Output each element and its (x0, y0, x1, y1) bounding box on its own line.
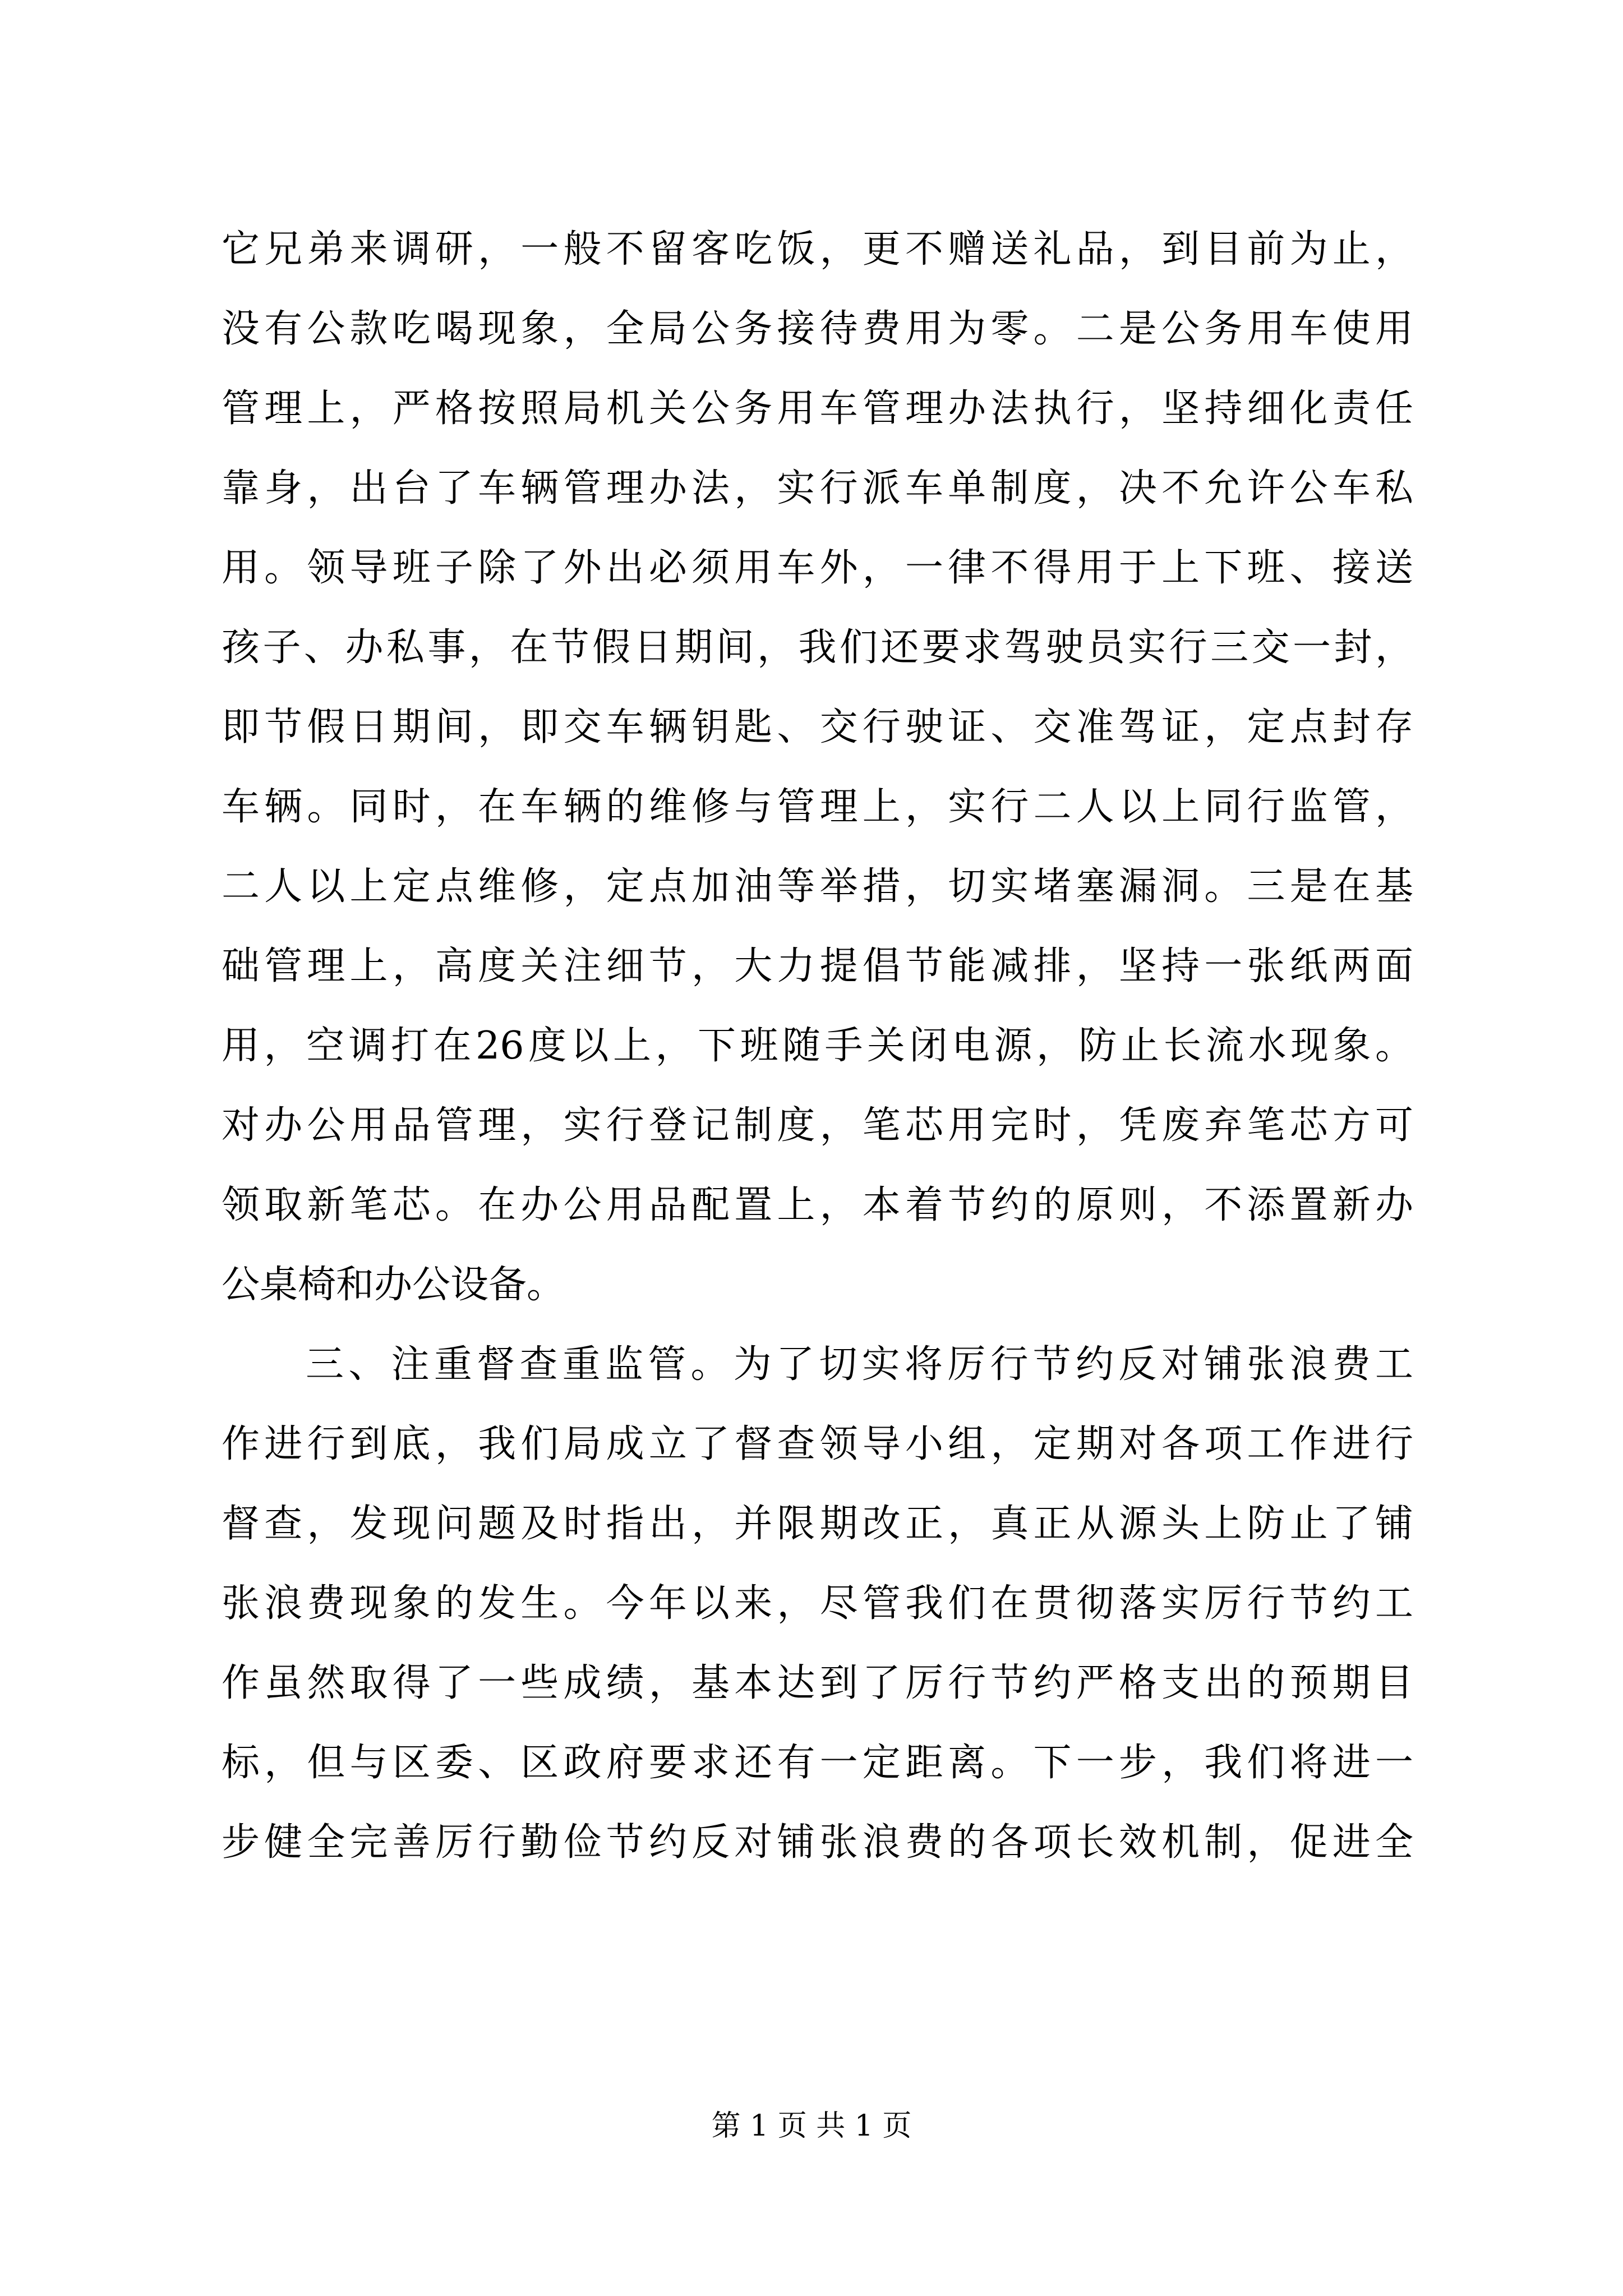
text-line: 作进行到底，我们局成立了督查领导小组，定期对各项工作进行 (222, 1422, 1413, 1466)
text-line: 公桌椅和办公设备。 (222, 1263, 565, 1307)
text-line: 车辆。同时，在车辆的维修与管理上，实行二人以上同行监管， (222, 785, 1413, 829)
paragraph-start-line: 三、注重督查重监管。为了切实将厉行节约反对铺张浪费工 (306, 1342, 1413, 1387)
text-line: 用。领导班子除了外出必须用车外，一律不得用于上下班、接送 (222, 546, 1413, 590)
text-line: 步健全完善厉行勤俭节约反对铺张浪费的各项长效机制，促进全 (222, 1820, 1413, 1865)
text-line: 督查，发现问题及时指出，并限期改正，真正从源头上防止了铺 (222, 1502, 1413, 1546)
text-line: 对办公用品管理，实行登记制度，笔芯用完时，凭废弃笔芯方可 (222, 1103, 1413, 1148)
text-line: 用，空调打在26度以上，下班随手关闭电源，防止长流水现象。 (222, 1024, 1413, 1068)
text-line: 即节假日期间，即交车辆钥匙、交行驶证、交准驾证，定点封存 (222, 705, 1413, 749)
text-line: 础管理上，高度关注细节，大力提倡节能减排，坚持一张纸两面 (222, 944, 1413, 988)
text-line: 标，但与区委、区政府要求还有一定距离。下一步，我们将进一 (222, 1741, 1413, 1785)
text-line: 张浪费现象的发生。今年以来，尽管我们在贯彻落实厉行节约工 (222, 1581, 1413, 1626)
text-line: 领取新笔芯。在办公用品配置上，本着节约的原则，不添置新办 (222, 1183, 1413, 1227)
text-line: 作虽然取得了一些成绩，基本达到了厉行节约严格支出的预期目 (222, 1661, 1413, 1705)
text-line: 孩子、办私事，在节假日期间，我们还要求驾驶员实行三交一封， (222, 625, 1413, 670)
page-footer: 第 1 页 共 1 页 (711, 2109, 912, 2143)
text-line: 靠身，出台了车辆管理办法，实行派车单制度，决不允许公车私 (222, 466, 1413, 510)
text-line: 二人以上定点维修，定点加油等举措，切实堵塞漏洞。三是在基 (222, 864, 1413, 909)
text-line: 没有公款吃喝现象，全局公务接待费用为零。二是公务用车使用 (222, 307, 1413, 351)
text-line: 管理上，严格按照局机关公务用车管理办法执行，坚持细化责任 (222, 386, 1413, 431)
text-line: 它兄弟来调研，一般不留客吃饭，更不赠送礼品，到目前为止， (222, 227, 1413, 272)
